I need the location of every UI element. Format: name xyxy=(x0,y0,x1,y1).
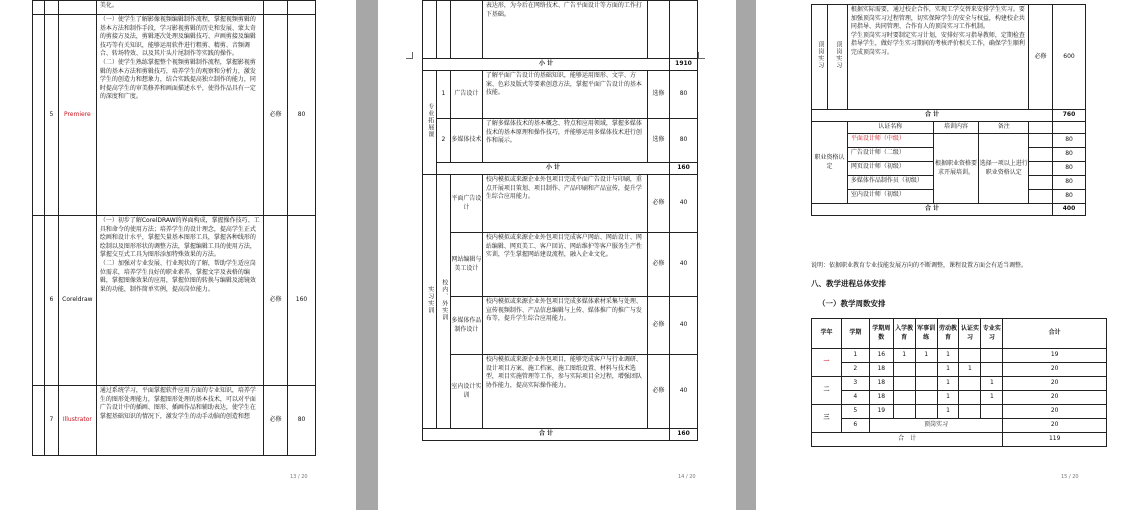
year-cell: 二 xyxy=(812,377,842,405)
term-cell: 4 xyxy=(841,391,869,405)
cert-hours: 80 xyxy=(1053,162,1086,176)
intro-cell xyxy=(893,377,915,391)
course-type: 必修 xyxy=(648,233,670,297)
cert-note-header: 备注 xyxy=(979,122,1029,134)
table-row xyxy=(812,134,1086,148)
cert-hours: 80 xyxy=(1053,148,1086,162)
cert-name: 网页设计师（初级） xyxy=(847,162,933,176)
grand-total-value: 119 xyxy=(1003,433,1107,447)
total-row xyxy=(423,429,698,441)
course-hours: 40 xyxy=(670,297,698,355)
table-row xyxy=(423,119,698,163)
page-14 xyxy=(378,0,736,510)
col-header: 认证实习 xyxy=(959,319,981,349)
course-type: 必修 xyxy=(648,175,670,233)
course-name: 平面广告设计 xyxy=(450,175,482,233)
labor-cell: 1 xyxy=(937,391,959,405)
col-header: 专业实习 xyxy=(981,319,1003,349)
total-cell: 20 xyxy=(1003,377,1107,391)
category-cell xyxy=(812,5,828,110)
course-name-cell xyxy=(827,5,847,110)
total-cell: 19 xyxy=(1003,349,1107,363)
total-label: 合 计 xyxy=(423,429,670,441)
military-cell xyxy=(915,363,937,377)
cert-cell: 1 xyxy=(959,363,981,377)
course-name: 顶岗实习 xyxy=(834,41,842,70)
subtotal-label: 小 计 xyxy=(436,163,669,175)
course-type: 必修 xyxy=(264,386,288,456)
total-cell: 20 xyxy=(1003,391,1107,405)
term-cell: 5 xyxy=(841,405,869,419)
course-hours: 160 xyxy=(288,216,316,386)
course-name: Premiere xyxy=(58,15,96,216)
total-row xyxy=(812,204,1086,216)
labor-cell: 1 xyxy=(937,349,959,363)
course-description xyxy=(96,386,263,456)
table-row xyxy=(33,15,316,216)
intro-cell: 1 xyxy=(893,349,915,363)
crop-mark xyxy=(406,52,413,59)
course-name: Coreldraw xyxy=(58,216,96,386)
course-type: 必修 xyxy=(264,15,288,216)
course-type: 必修 xyxy=(648,355,670,429)
category-cell xyxy=(423,71,437,175)
cert-name: 多媒体作品制作员（初级） xyxy=(847,176,933,190)
intro-cell xyxy=(893,405,915,419)
cert-cell xyxy=(959,349,981,363)
intro-cell xyxy=(893,391,915,405)
subtotal-value: 1910 xyxy=(670,59,698,71)
cert-category: 职业资格认定 xyxy=(812,122,848,204)
course-name: 广告设计 xyxy=(450,71,482,119)
course-description xyxy=(96,15,263,216)
course-description: 了解平面广告设计的基础知识，能够运用图形、文字、方案、色彩及版式等要素创意方法，掌握平面广告设计的基本技能。 xyxy=(482,71,647,119)
intern-label: 顶岗实习 xyxy=(869,419,1003,433)
total-value: 160 xyxy=(670,429,698,441)
cert-hours: 80 xyxy=(1053,190,1086,204)
description-paragraph: （二）使学生熟练掌握整个视频剪辑制作流程，掌握影视剪辑的基本方法和剪辑技巧，培养学生的观察和分析力，激发学生的创造力和想象力，结合实践提高独立制作的能力，同时提高学生的审美修养和画面描述水平，使得作品具有一定的深度和广度。 xyxy=(99,58,256,101)
cert-note: 选择一项以上进行职业资格认定 xyxy=(979,134,1029,204)
labor-cell: 1 xyxy=(937,363,959,377)
subcategory-cell xyxy=(436,175,450,429)
year-cell: 三 xyxy=(812,405,842,433)
col-header: 合计 xyxy=(1003,319,1107,349)
category-label: 专业拓展课 xyxy=(426,103,434,139)
subtotal-row xyxy=(812,110,1086,122)
col-header: 学期 xyxy=(841,319,869,349)
course-type: 必修 xyxy=(1029,5,1053,110)
continued-text: 美化。 xyxy=(96,1,263,15)
col-header: 学年 xyxy=(812,319,842,349)
row-number: 2 xyxy=(436,119,450,163)
subtotal-row xyxy=(423,163,698,175)
term-cell: 1 xyxy=(841,349,869,363)
col-header: 劳动教育 xyxy=(937,319,959,349)
course-hours: 80 xyxy=(288,15,316,216)
weeks-cell: 18 xyxy=(869,363,893,377)
course-hours: 40 xyxy=(670,175,698,233)
table-row xyxy=(812,377,1107,391)
year-cell: 一 xyxy=(812,349,842,377)
subtotal-label: 小 计 xyxy=(423,59,670,71)
col-header: 学期周数 xyxy=(869,319,893,349)
course-hours: 40 xyxy=(670,355,698,429)
course-name: Illustrator xyxy=(58,386,96,456)
col-header: 入学教育 xyxy=(893,319,915,349)
course-type: 必修 xyxy=(264,216,288,386)
table-row xyxy=(812,405,1107,419)
course-name: 网站编辑与美工设计 xyxy=(450,233,482,297)
row-number: 1 xyxy=(436,71,450,119)
course-hours: 80 xyxy=(670,119,698,163)
cert-name-header: 认证名称 xyxy=(847,122,933,134)
weeks-cell: 16 xyxy=(869,349,893,363)
intro-cell xyxy=(893,363,915,377)
table-row xyxy=(423,71,698,119)
category-cell xyxy=(423,175,437,429)
prof-cell xyxy=(981,349,1003,363)
prof-cell xyxy=(981,405,1003,419)
continued-text: 表达形，为今后在网络技术、广告平面设计等方面的工作打下基础。 xyxy=(482,1,647,59)
page-number: 14 / 20 xyxy=(678,474,696,480)
cert-name: 室内设计师（初级） xyxy=(847,190,933,204)
row-number: 5 xyxy=(44,15,58,216)
table-row xyxy=(423,175,698,233)
table-row xyxy=(33,386,316,456)
prof-cell: 1 xyxy=(981,391,1003,405)
labor-cell: 1 xyxy=(937,405,959,419)
description-paragraph: 学生顶岗实习时要制定实习计划，安排好实习指导教师，定期检查指导学生，做好学生实习期间的考核评价相关工作，确保学生顺利完成顶岗实习。 xyxy=(850,31,1025,56)
cert-content: 根据职业资格要求开展培训。 xyxy=(933,134,979,204)
weeks-cell: 18 xyxy=(869,391,893,405)
note-text: 说明：依据职业教育专业技能发展方向的不断调整，课程设置方面会有适当调整。 xyxy=(811,262,1028,269)
course-description xyxy=(96,216,263,386)
description-paragraph: （一）使学生了解影像视频编辑制作流程，掌握视频剪辑的基本方法和制作手段，学习影视剪辑的历史和发展、蒙太奇的剪接方及法，剪辑逐次处理及编辑技巧、声画剪接及编辑技巧等有关知识，能够运用软件进行粗剪、精剪、音频调合、转场特效、以及其片头片尾制作等实践的操作。 xyxy=(99,16,256,58)
description-paragraph: 根据实际需要，通过校企合作，实现工学交替来安排学生实习。要加强顶岗实习过程管理，切实保障学生的安全与权益，构建校企共同指导、共同管理、合作育人的顶岗实习工作机制。 xyxy=(850,6,1025,31)
table-row xyxy=(812,5,1086,110)
course-hours: 80 xyxy=(288,386,316,456)
subtotal-value: 760 xyxy=(1053,110,1086,122)
page-number: 15 / 20 xyxy=(1061,474,1079,480)
military-cell xyxy=(915,405,937,419)
course-hours: 80 xyxy=(670,71,698,119)
description-paragraph: （二）加强对专业发展、行业现状的了解，帮助学生适应岗位需求，培养学生良好的职业素养，掌握文字及表格的编辑，掌握图像效果的应用，掌握位图的转换与编辑及滤镜效果的功能，制作简单实例，提高岗位能力。 xyxy=(99,259,256,293)
course-type: 选修 xyxy=(648,119,670,163)
table-row xyxy=(812,419,1107,433)
row-number: 6 xyxy=(44,216,58,386)
grand-total-row xyxy=(812,433,1107,447)
col-header: 军事训练 xyxy=(915,319,937,349)
course-description: 校内模拟或来源企业外包项目，能够完成客户与行业调研、设计项目方案、施工档案、施工图纸设置、材料与技术选型，项目实施管理等工作，参与实际项目全过程，增强团队协作能力，提高实际操作能力。 xyxy=(482,355,647,429)
course-table-p1 xyxy=(32,0,316,456)
row-number: 7 xyxy=(44,386,58,456)
cert-hours: 80 xyxy=(1053,134,1086,148)
subtotal-row xyxy=(423,59,698,71)
military-cell xyxy=(915,391,937,405)
subcategory-label: 校内、外实训 xyxy=(440,278,448,321)
term-cell: 2 xyxy=(841,363,869,377)
description-paragraph: 通过系统学习，平面掌握软件应用方面的专业知识，培养学生的图形处理能力，掌握图形处理的基本技术，可以对平面广告设计中的插画、图形、插画作品和辅助表达，使学生在掌握基础知识的情况下，激发学生的动手动脑的创造和想 xyxy=(99,387,256,420)
table-row xyxy=(33,216,316,386)
table-row xyxy=(812,349,1107,363)
table-row xyxy=(423,233,698,297)
course-name: 室内设计实训 xyxy=(450,355,482,429)
course-table-p2 xyxy=(422,0,698,441)
total-label: 合 计 xyxy=(812,204,1053,216)
cert-name: 平面设计师（中级） xyxy=(847,134,933,148)
course-name: 多媒体技术 xyxy=(450,119,482,163)
course-description: 校内模拟或来源企业外包项目完成客户网站、网站设计、网站编辑、网页美工、客户回访、网站维护等客户服务生产性实训，学生掌握网站建设流程，融入企业文化。 xyxy=(482,233,647,297)
crop-mark xyxy=(698,52,705,59)
military-cell: 1 xyxy=(915,349,937,363)
weeks-cell: 18 xyxy=(869,377,893,391)
course-description: 了解多媒体技术的基本概念、特点和应用领域，掌握多媒体技术的基本原理和操作技巧，并能够运用多媒体技术进行创作和展示。 xyxy=(482,119,647,163)
weeks-cell: 19 xyxy=(869,405,893,419)
course-description: 校内模拟或来源企业外包项目完成多媒体素材采集与处理、宣传视频制作、产品信息编辑与上传、媒体推广的推广与发布等，提升学生综合应用能力。 xyxy=(482,297,647,355)
course-description xyxy=(847,5,1028,110)
total-cell: 20 xyxy=(1003,363,1107,377)
cert-content-header: 培训内容 xyxy=(933,122,979,134)
course-description: 校内模拟或来源企业外包项目完成平面广告设计与印刷，重点开展项目策划、项目制作、产品印刷和产品宣传，提升学生综合应用能力。 xyxy=(482,175,647,233)
total-value: 400 xyxy=(1053,204,1086,216)
labor-cell: 1 xyxy=(937,377,959,391)
total-cell: 20 xyxy=(1003,419,1107,433)
category-label: 顶岗实习 xyxy=(816,41,824,70)
cert-cell xyxy=(959,391,981,405)
prof-cell: 1 xyxy=(981,377,1003,391)
prof-cell xyxy=(981,363,1003,377)
table-row xyxy=(812,391,1107,405)
table-row xyxy=(423,355,698,429)
subtotal-label: 合 计 xyxy=(812,110,1053,122)
page-13 xyxy=(0,0,356,510)
term-cell: 6 xyxy=(841,419,869,433)
table-row xyxy=(423,297,698,355)
total-cell: 20 xyxy=(1003,405,1107,419)
subsection-title: （一）教学周数安排 xyxy=(818,299,886,308)
term-cell: 3 xyxy=(841,377,869,391)
course-type: 必修 xyxy=(648,297,670,355)
cert-name: 广告设计师（二级） xyxy=(847,148,933,162)
week-table xyxy=(811,318,1107,447)
page-15 xyxy=(756,0,1138,510)
cert-header-row xyxy=(812,122,1086,134)
category-label: 实习实训 xyxy=(426,285,434,314)
header-row xyxy=(812,319,1107,349)
table-row xyxy=(812,363,1107,377)
description-paragraph: （一）初步了解CorelDRAW的界面构成，掌握操作技巧、工具和命令的使用方法；培养学生的设计理念，提高学生正式绘画和设计水平，掌握矢量基本图形工具，掌握各种线形的绘制以及图形形状的调整方法，掌握编辑工具的使用方法，掌握交互式工具为图形添加特殊效果的方法。 xyxy=(99,217,260,259)
intern-cert-table xyxy=(811,4,1086,216)
course-name: 多媒体作品制作设计 xyxy=(450,297,482,355)
course-hours: 40 xyxy=(670,233,698,297)
subtotal-value: 160 xyxy=(670,163,698,175)
course-type: 选修 xyxy=(648,71,670,119)
page-number: 13 / 20 xyxy=(290,474,308,480)
cert-hours: 80 xyxy=(1053,176,1086,190)
cert-cell xyxy=(959,377,981,391)
cert-cell xyxy=(959,405,981,419)
course-hours: 600 xyxy=(1053,5,1086,110)
section-title: 八、教学进程总体安排 xyxy=(811,279,886,288)
military-cell xyxy=(915,377,937,391)
grand-total-label: 合 计 xyxy=(812,433,1003,447)
